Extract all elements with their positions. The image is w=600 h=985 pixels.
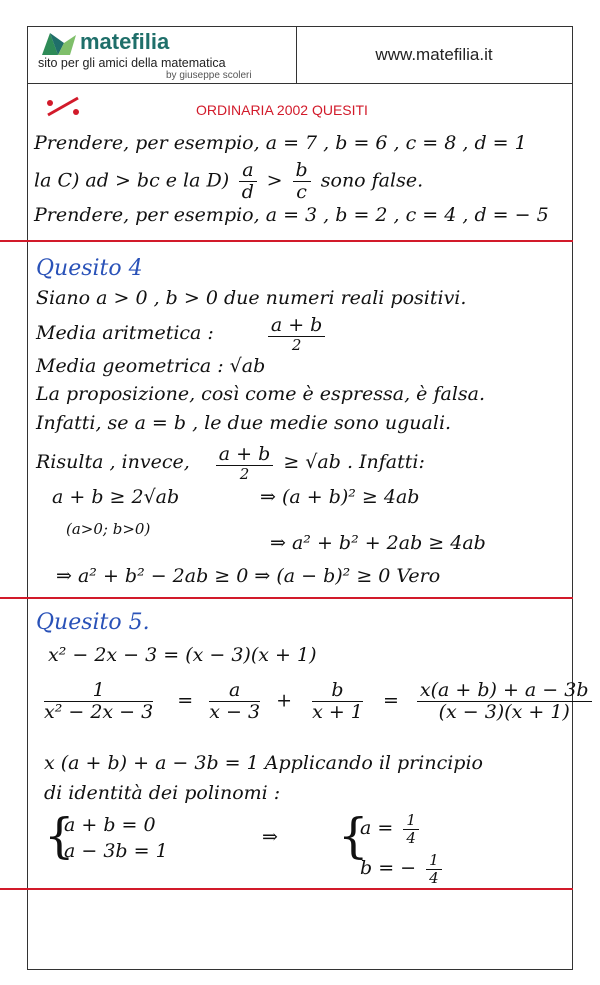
right-brace: {: [338, 808, 369, 864]
q4-line-7a: a + b ≥ 2√ab: [52, 486, 180, 508]
q4-line-8b: ⇒ a² + b² + 2ab ≥ 4ab: [270, 532, 486, 554]
top-line-3: Prendere, per esempio, a = 3 , b = 2 , c = 4 , d = − 5: [34, 204, 549, 226]
solution-b: [360, 852, 446, 886]
q4-line-4: La proposizione, così come è espressa, è falsa.: [36, 383, 486, 405]
solution-b-label: b = −: [360, 857, 417, 879]
greater-than: >: [266, 169, 283, 192]
geq-sqrt-infatti: ≥ √ab . Infatti:: [283, 451, 425, 474]
frac-den: 4: [429, 868, 439, 887]
q4-line-1: Siano a > 0 , b > 0 due numeri reali positivi.: [36, 287, 467, 309]
q4-line-6: [36, 444, 425, 482]
logo-tagline: sito per gli amici della matematica: [38, 56, 226, 70]
frac-den: (x − 3)(x + 1): [438, 700, 570, 723]
solution-a-label: a =: [360, 817, 394, 839]
media-aritmetica-label: Media aritmetica :: [36, 322, 214, 345]
divider-rule: [0, 888, 573, 890]
frac-den: x + 1: [312, 700, 363, 723]
frac-num: a + b: [216, 444, 274, 466]
frac-num: a + b: [268, 315, 326, 337]
equals-sign: =: [382, 689, 399, 712]
top-line-1: Prendere, per esempio, a = 7 , b = 6 , c = 8 , d = 1: [34, 132, 527, 154]
equals-sign: =: [177, 689, 194, 712]
quesito-4-heading: Quesito 4: [36, 256, 143, 281]
header: [28, 27, 572, 84]
q4-line-8a: (a>0; b>0): [66, 520, 151, 538]
frac-num: a: [209, 680, 260, 702]
frac-den: c: [296, 180, 307, 203]
site-url: www.matefilia.it: [375, 45, 493, 64]
frac-den: 4: [406, 828, 416, 847]
frac-num: 1: [44, 680, 153, 702]
frac-num: a: [239, 160, 256, 182]
solution-b-fraction: [426, 852, 442, 886]
fraction-b-c: [293, 160, 311, 203]
system-1-eq-1: a + b = 0: [64, 814, 156, 836]
logo-name: matefilia: [80, 29, 170, 54]
top-line-2-a: la C) ad > bc e la D): [34, 169, 230, 192]
q4-line-7b: ⇒ (a + b)² ≥ 4ab: [260, 486, 420, 508]
q5-line-1: x² − 2x − 3 = (x − 3)(x + 1): [48, 644, 317, 666]
section-title: ORDINARIA 2002 QUESITI: [196, 102, 368, 118]
mean-fraction: [216, 444, 274, 482]
fraction-1-over-poly: [44, 680, 153, 723]
logo-author: by giuseppe scoleri: [166, 70, 252, 81]
fraction-combined: [417, 680, 592, 723]
frac-num: 1: [403, 812, 419, 830]
risulta-label: Risulta , invece,: [36, 451, 190, 474]
quesito-5-heading: Quesito 5.: [36, 610, 150, 635]
fraction-b: [312, 680, 363, 723]
q4-line-2: [36, 315, 329, 353]
plus-sign: +: [276, 689, 293, 712]
frac-num: b: [312, 680, 363, 702]
top-line-2-b: sono false.: [320, 169, 424, 192]
divider-rule: [0, 597, 573, 599]
slash-mark-icon: [42, 95, 86, 117]
q5-line-3: x (a + b) + a − 3b = 1 Applicando il principio: [44, 752, 483, 774]
geo-mean-value: √ab: [229, 355, 266, 377]
q4-line-3: [36, 355, 265, 377]
frac-den: d: [241, 180, 254, 203]
fraction-a: [209, 680, 260, 723]
solution-a: [360, 812, 423, 846]
fraction-a-d: [239, 160, 256, 203]
media-geometrica-label: Media geometrica :: [36, 355, 224, 377]
frac-den: 2: [291, 335, 302, 354]
arith-mean-fraction: [268, 315, 326, 353]
solution-a-fraction: [403, 812, 419, 846]
logo: [36, 29, 291, 81]
system-1-eq-2: a − 3b = 1: [64, 840, 168, 862]
implies-arrow: ⇒: [262, 826, 278, 848]
frac-num: 1: [426, 852, 442, 870]
q4-line-9: ⇒ a² + b² − 2ab ≥ 0 ⇒ (a − b)² ≥ 0 Vero: [56, 565, 441, 587]
top-line-2: [34, 160, 423, 203]
q5-line-4: di identità dei polinomi :: [44, 782, 281, 804]
logo-icon: [36, 29, 80, 59]
divider-rule: [0, 240, 573, 242]
frac-den: x² − 2x − 3: [44, 700, 154, 723]
frac-den: 2: [239, 464, 250, 483]
frac-num: x(a + b) + a − 3b: [417, 680, 592, 702]
q5-line-2: [40, 680, 596, 723]
frac-num: b: [293, 160, 311, 182]
left-brace: {: [44, 808, 75, 864]
frac-den: x − 3: [209, 700, 261, 723]
q4-line-5: Infatti, se a = b , le due medie sono uguali.: [36, 412, 452, 434]
